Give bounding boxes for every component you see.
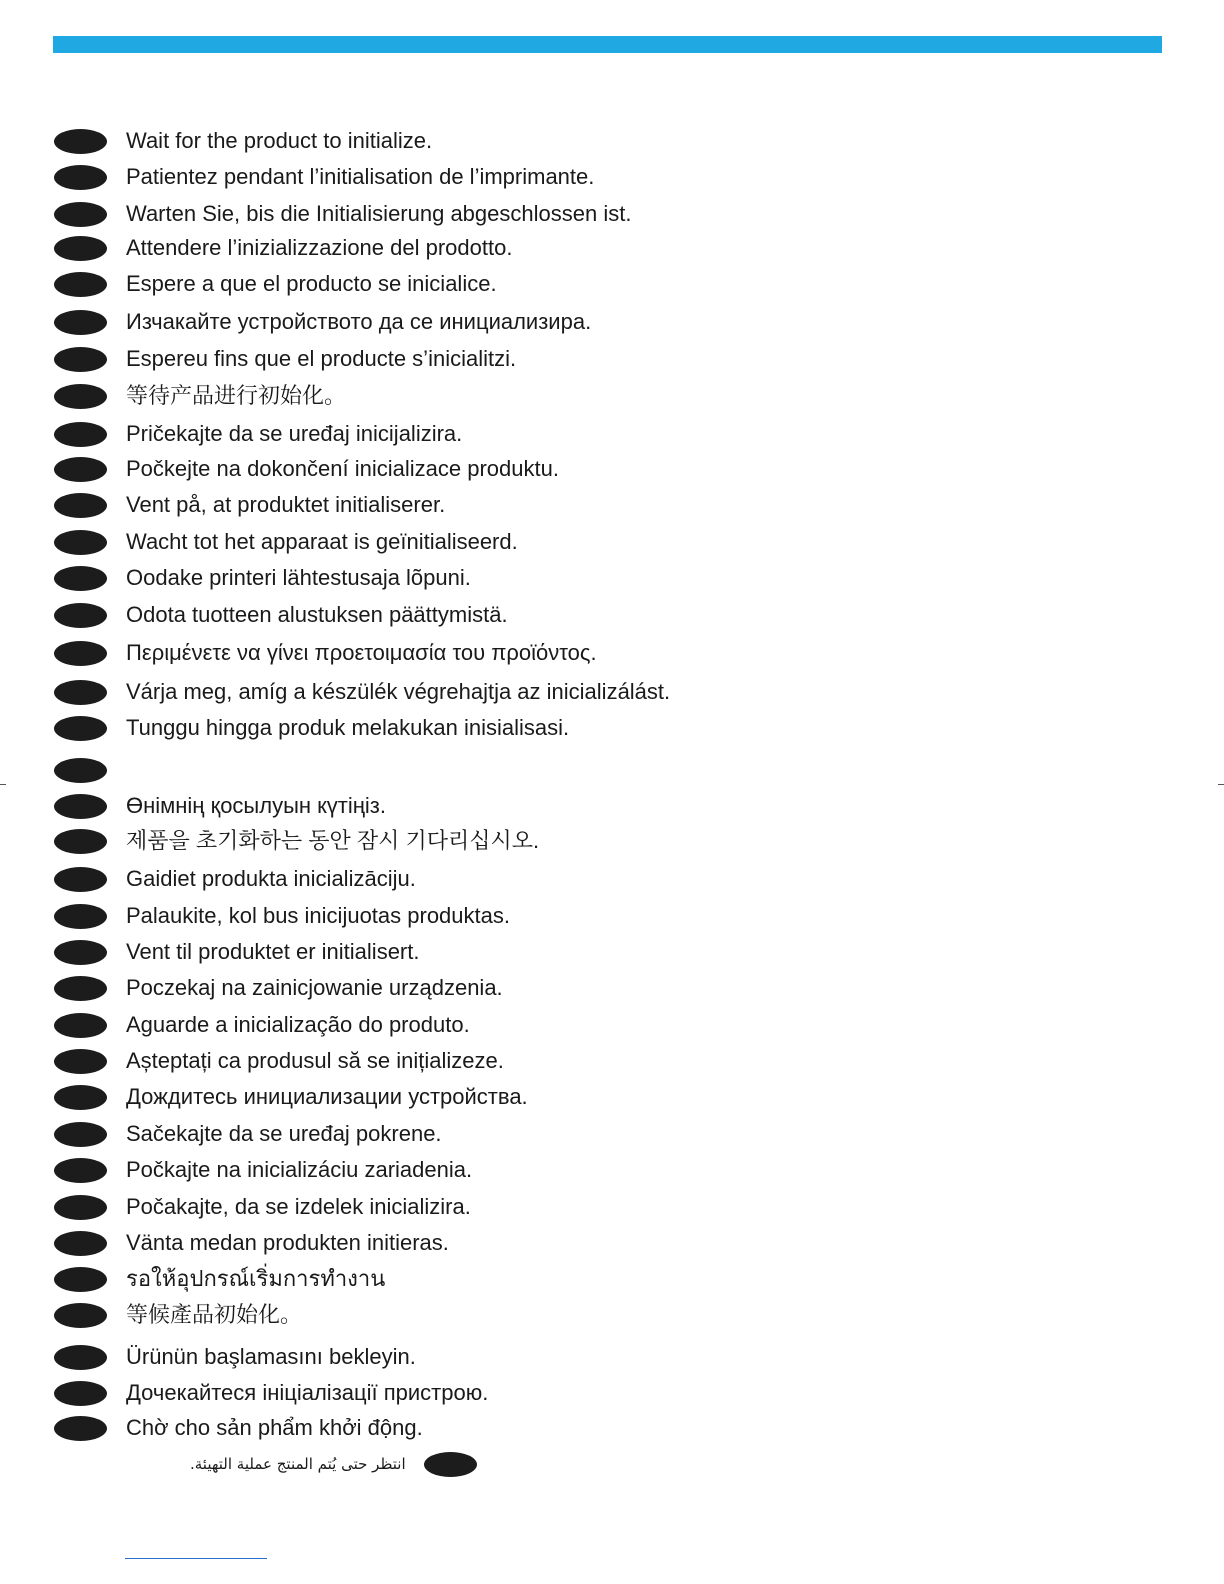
language-pill	[54, 1085, 107, 1110]
crop-mark-left	[0, 784, 6, 785]
instruction-row	[54, 1010, 470, 1040]
instruction-row	[54, 1413, 423, 1443]
instruction-row	[54, 199, 632, 229]
crop-mark-right	[1218, 784, 1224, 785]
instruction-row	[54, 419, 463, 449]
language-pill	[54, 716, 107, 741]
instruction-text: รอให้อุปกรณ์เริ่มการทำงาน	[126, 1266, 386, 1291]
language-pill	[54, 1345, 107, 1370]
instruction-text: Počakajte, da se izdelek inicializira.	[126, 1194, 471, 1219]
instruction-row	[54, 826, 540, 856]
instruction-text: Gaidiet produkta inicializāciju.	[126, 866, 416, 891]
instruction-text: Attendere l’inizializzazione del prodotto.	[126, 235, 513, 260]
instruction-row	[54, 162, 595, 192]
instruction-text: Espere a que el producto se inicialice.	[126, 271, 497, 296]
language-pill	[54, 1195, 107, 1220]
instruction-row	[54, 1378, 489, 1408]
instruction-row	[54, 1155, 473, 1185]
instruction-row	[54, 755, 107, 785]
instruction-text: Chờ cho sản phẩm khởi động.	[126, 1415, 423, 1440]
instruction-row	[54, 490, 446, 520]
language-pill	[54, 1416, 107, 1441]
language-pill	[54, 493, 107, 518]
instruction-row	[54, 600, 508, 630]
language-pill	[54, 976, 107, 1001]
language-pill	[54, 1381, 107, 1406]
instruction-row	[54, 344, 517, 374]
language-pill	[54, 165, 107, 190]
instruction-text: 等候產品初始化。	[126, 1302, 303, 1327]
instruction-text: Sačekajte da se uređaj pokrene.	[126, 1121, 442, 1146]
instruction-row	[54, 1082, 528, 1112]
language-pill	[54, 1267, 107, 1292]
instruction-row	[54, 454, 559, 484]
instruction-text: Palaukite, kol bus inicijuotas produktas.	[126, 903, 510, 928]
arabic-instruction-row	[190, 1448, 477, 1480]
instruction-row	[54, 677, 671, 707]
instruction-text: Vänta medan produkten initieras.	[126, 1230, 449, 1255]
instruction-text: Odota tuotteen alustuksen päättymistä.	[126, 602, 508, 627]
instruction-text: Wait for the product to initialize.	[126, 128, 433, 153]
instruction-text: Өнімнің қосылуын күтіңіз.	[126, 793, 386, 818]
language-pill	[54, 867, 107, 892]
language-pill	[54, 422, 107, 447]
instruction-row	[54, 638, 597, 668]
instruction-text: Patientez pendant l’initialisation de l’imprimante.	[126, 164, 595, 189]
instruction-row	[54, 233, 513, 263]
language-pill	[54, 641, 107, 666]
instruction-row	[54, 527, 518, 557]
instruction-row	[54, 713, 570, 743]
language-pill	[54, 310, 107, 335]
instruction-text: Počkejte na dokončení inicializace produktu.	[126, 456, 559, 481]
language-pill	[54, 829, 107, 854]
language-pill	[54, 129, 107, 154]
instruction-row	[54, 1046, 504, 1076]
instruction-row	[54, 1300, 303, 1330]
instruction-row	[54, 864, 416, 894]
instruction-text: Poczekaj na zainicjowanie urządzenia.	[126, 975, 503, 1000]
instruction-text: Várja meg, amíg a készülék végrehajtja az inicializálást.	[126, 679, 671, 704]
instruction-row	[54, 791, 386, 821]
instruction-row	[54, 563, 471, 593]
instruction-text: Espereu fins que el producte s’inicialitzi.	[126, 346, 517, 371]
instruction-text: Vent til produktet er initialisert.	[126, 939, 420, 964]
language-pill	[54, 1013, 107, 1038]
instruction-row	[54, 937, 420, 967]
language-pill	[54, 1049, 107, 1074]
language-pill	[54, 794, 107, 819]
instruction-text: Așteptați ca produsul să se inițializeze.	[126, 1048, 504, 1073]
instruction-row	[54, 1228, 449, 1258]
instruction-text: 제품을 초기화하는 동안 잠시 기다리십시오.	[126, 828, 540, 853]
instruction-text: Aguarde a inicialização do produto.	[126, 1012, 470, 1037]
footer-rule	[125, 1558, 267, 1559]
instruction-row	[54, 1192, 471, 1222]
language-pill	[54, 940, 107, 965]
instruction-text: 等待产品进行初始化。	[126, 383, 347, 408]
instruction-row	[54, 307, 592, 337]
instruction-text: Pričekajte da se uređaj inicijalizira.	[126, 421, 463, 446]
instruction-text: Vent på, at produktet initialiserer.	[126, 492, 446, 517]
language-pill	[54, 202, 107, 227]
language-pill	[54, 1231, 107, 1256]
language-pill	[54, 272, 107, 297]
instruction-row	[54, 1264, 386, 1294]
instruction-text: Oodake printeri lähtestusaja lõpuni.	[126, 565, 471, 590]
instruction-row	[54, 126, 433, 156]
instruction-text: Tunggu hingga produk melakukan inisialisasi.	[126, 715, 570, 740]
instruction-text: Изчакайте устройството да се инициализира.	[126, 309, 592, 334]
language-pill	[54, 236, 107, 261]
language-pill	[54, 530, 107, 555]
header-accent-bar	[53, 36, 1162, 53]
language-pill	[54, 680, 107, 705]
instruction-row	[54, 269, 497, 299]
language-pill	[54, 384, 107, 409]
instruction-text: Warten Sie, bis die Initialisierung abgeschlossen ist.	[126, 201, 632, 226]
instruction-text: Ürünün başlamasını bekleyin.	[126, 1344, 416, 1369]
language-pill	[54, 1122, 107, 1147]
instruction-row	[54, 973, 503, 1003]
language-pill	[54, 566, 107, 591]
instruction-text: Wacht tot het apparaat is geïnitialiseerd.	[126, 529, 518, 554]
language-pill	[54, 758, 107, 783]
language-pill	[54, 1158, 107, 1183]
language-pill	[54, 904, 107, 929]
instruction-text: Дождитесь инициализации устройства.	[126, 1084, 528, 1109]
language-pill	[54, 1303, 107, 1328]
instruction-row	[54, 381, 347, 411]
language-pill	[424, 1452, 477, 1477]
instruction-row	[54, 901, 510, 931]
instruction-text: Дочекайтеся ініціалізації пристрою.	[126, 1380, 489, 1405]
language-pill	[54, 457, 107, 482]
language-pill	[54, 603, 107, 628]
instruction-text: Počkajte na inicializáciu zariadenia.	[126, 1157, 473, 1182]
instruction-row	[54, 1119, 442, 1149]
language-pill	[54, 347, 107, 372]
arabic-instruction-text: انتظر حتى يُتم المنتج عملية التهيئة.	[190, 1455, 406, 1473]
instruction-text: Περιμένετε να γίνει προετοιμασία του προϊόντος.	[126, 640, 597, 665]
instruction-row	[54, 1342, 416, 1372]
